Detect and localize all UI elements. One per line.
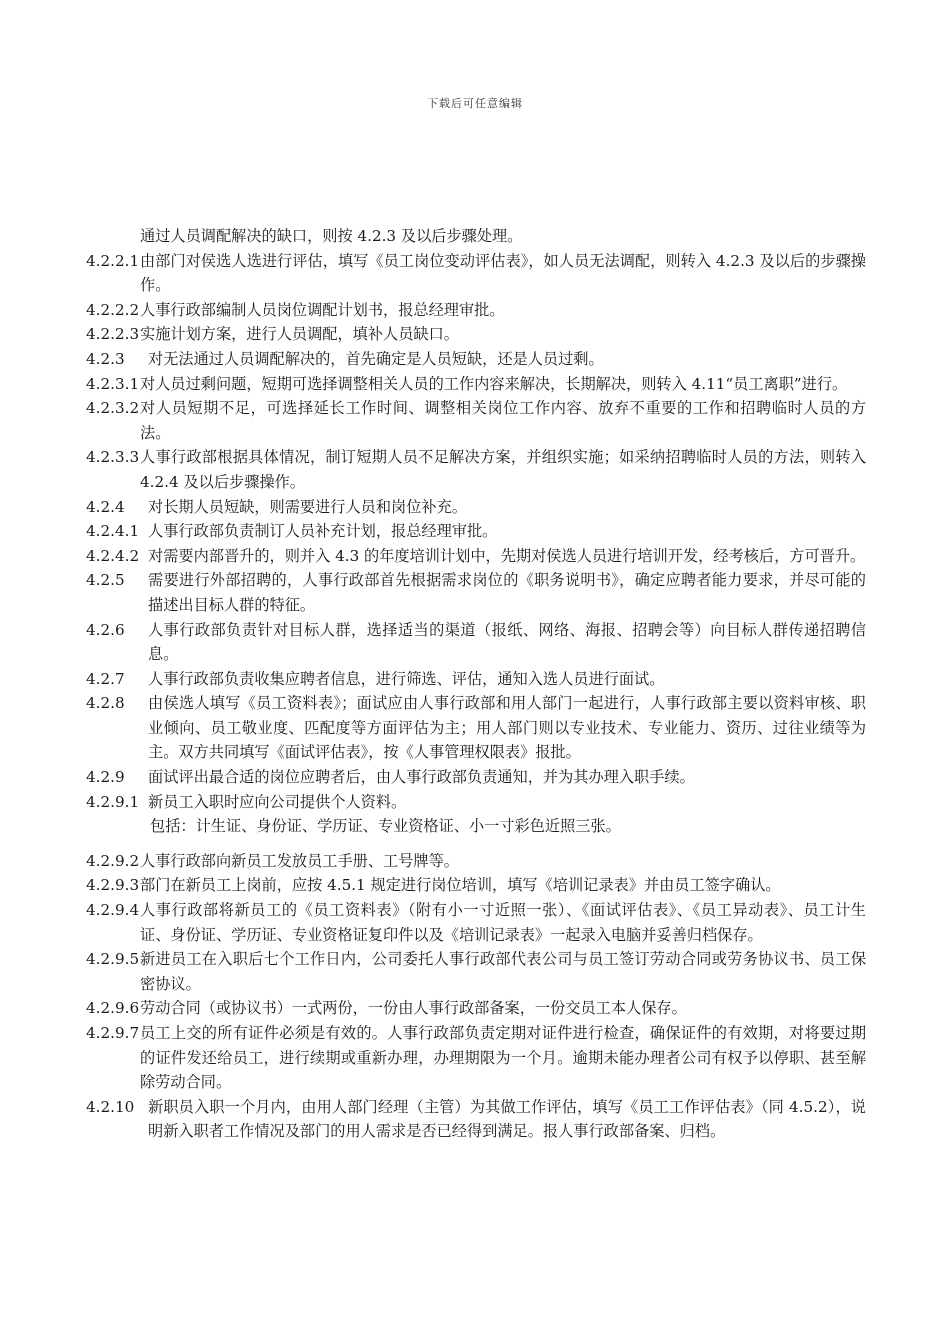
clause-number: 4.2.5 xyxy=(86,571,125,590)
clause-number: 4.2.7 xyxy=(86,669,125,688)
clause-number: 4.2.4 xyxy=(86,497,125,516)
clause-number: 4.2.6 xyxy=(86,620,125,639)
header-note: 下载后可任意编辑 xyxy=(427,97,523,110)
clause-number: 4.2.3.3 xyxy=(86,448,140,467)
paragraph-text: 人事行政部向新员工发放员工手册、工号牌等。 xyxy=(140,851,459,870)
paragraph-text: 需要进行外部招聘的，人事行政部首先根据需求岗位的《职务说明书》，确定应聘者能力要求，并尽可能的描述出目标人群的特征。 xyxy=(148,571,866,614)
paragraph-text: 新进员工在入职后七个工作日内，公司委托人事行政部代表公司与员工签订劳动合同或劳务协议书、员工保密协议。 xyxy=(140,950,866,993)
paragraph-4-2-2-1 xyxy=(86,249,866,298)
paragraph-text: 由侯选人填写《员工资料表》；面试应由人事行政部和用人部门一起进行，人事行政部主要以资料审核、职业倾向、员工敬业度、匹配度等方面评估为主；用人部门则以专业技术、专业能力、资历、过往业绩等为主。双方共同填写《面试评估表》，按《人事管理权限表》报批。 xyxy=(148,694,866,762)
paragraph-4-2-5 xyxy=(86,568,866,617)
paragraph-text: 面试评出最合适的岗位应聘者后，由人事行政部负责通知，并为其办理入职手续。 xyxy=(148,768,695,787)
paragraph-4-2-10 xyxy=(86,1095,866,1144)
paragraph-4-2-9-6 xyxy=(86,996,866,1021)
paragraph-text: 人事行政部负责针对目标人群，选择适当的渠道（报纸、网络、海报、招聘会等）向目标人群传递招聘信息。 xyxy=(148,620,866,664)
paragraph-text: 由部门对侯选人选进行评估，填写《员工岗位变动评估表》，如人员无法调配，则转入 4.2.3 及以后的步骤操作。 xyxy=(140,251,866,295)
paragraph-4-2-2-3 xyxy=(86,322,866,347)
paragraph-4-2-3-3 xyxy=(86,445,866,494)
paragraph-4-2-9-2 xyxy=(86,849,866,874)
clause-number: 4.2.8 xyxy=(86,694,125,713)
paragraph-text: 劳动合同（或协议书）一式两份，一份由人事行政部备案，一份交员工本人保存。 xyxy=(140,999,687,1018)
spacer xyxy=(86,839,866,849)
paragraph-4-2-9-3 xyxy=(86,873,866,898)
paragraph-continuation xyxy=(86,224,866,249)
paragraph-continuation xyxy=(86,814,866,839)
paragraph-text: 新员工入职时应向公司提供个人资料。 xyxy=(148,792,407,811)
paragraph-4-2-3-2 xyxy=(86,396,866,445)
paragraph-4-2-9-7 xyxy=(86,1021,866,1095)
paragraph-4-2-4-1 xyxy=(86,519,866,544)
paragraph-text: 新职员入职一个月内，由用人部门经理（主管）为其做工作评估，填写《员工工作评估表》（同 4.5.2），说明新入职者工作情况及部门的用人需求是否已经得到满足。报人事行政部备案、归档。 xyxy=(148,1097,866,1141)
paragraph-text: 对无法通过人员调配解决的，首先确定是人员短缺，还是人员过剩。 xyxy=(148,349,604,368)
clause-number: 4.2.3.2 xyxy=(86,399,140,418)
clause-number: 4.2.2.3 xyxy=(86,325,140,344)
clause-number: 4.2.9.2 xyxy=(86,851,140,870)
paragraph-text: 对人员过剩问题，短期可选择调整相关人员的工作内容来解决，长期解决，则转入 4.11“员工离职”进行。 xyxy=(140,374,848,393)
paragraph-4-2-2-2 xyxy=(86,298,866,323)
clause-number: 4.2.2.1 xyxy=(86,251,140,270)
paragraph-text: 人事行政部负责收集应聘者信息，进行筛选、评估，通知入选人员进行面试。 xyxy=(148,669,665,688)
clause-number: 4.2.9.3 xyxy=(86,876,140,895)
clause-number: 4.2.10 xyxy=(86,1097,135,1116)
paragraph-4-2-9 xyxy=(86,765,866,790)
paragraph-4-2-9-4 xyxy=(86,898,866,947)
clause-number: 4.2.2.2 xyxy=(86,300,140,319)
paragraph-text: 部门在新员工上岗前，应按 4.5.1 规定进行岗位培训，填写《培训记录表》并由员工签字确认。 xyxy=(140,876,781,895)
paragraph-4-2-9-5 xyxy=(86,947,866,996)
paragraph-4-2-7 xyxy=(86,667,866,692)
clause-number: 4.2.9.1 xyxy=(86,792,140,811)
paragraph-4-2-8 xyxy=(86,691,866,765)
paragraph-4-2-3 xyxy=(86,347,866,372)
clause-number: 4.2.9.6 xyxy=(86,999,140,1018)
paragraph-text: 通过人员调配解决的缺口，则按 4.2.3 及以后步骤处理。 xyxy=(140,227,523,245)
paragraph-text: 包括：计生证、身份证、学历证、专业资格证、小一寸彩色近照三张。 xyxy=(150,817,621,836)
paragraph-4-2-3-1 xyxy=(86,372,866,397)
clause-number: 4.2.9.4 xyxy=(86,901,140,920)
paragraph-4-2-4 xyxy=(86,495,866,520)
paragraph-text: 对人员短期不足，可选择延长工作时间、调整相关岗位工作内容、放弃不重要的工作和招聘临时人员的方法。 xyxy=(140,399,866,442)
clause-number: 4.2.3 xyxy=(86,349,125,368)
paragraph-text: 对长期人员短缺，则需要进行人员和岗位补充。 xyxy=(148,497,467,516)
clause-number: 4.2.4.2 xyxy=(86,546,140,565)
clause-number: 4.2.9 xyxy=(86,768,125,787)
clause-number: 4.2.9.5 xyxy=(86,950,140,969)
paragraph-text: 人事行政部负责制订人员补充计划，报总经理审批。 xyxy=(148,522,498,541)
paragraph-text: 人事行政部编制人员岗位调配计划书，报总经理审批。 xyxy=(140,300,505,319)
paragraph-4-2-4-2 xyxy=(86,544,866,569)
clause-number: 4.2.4.1 xyxy=(86,522,140,541)
paragraph-text: 对需要内部晋升的，则并入 4.3 的年度培训计划中，先期对侯选人员进行培训开发，经考核后，方可晋升。 xyxy=(148,546,866,565)
paragraph-text: 人事行政部将新员工的《员工资料表》（附有小一寸近照一张）、《面试评估表》、《员工异动表》、员工计生证、身份证、学历证、专业资格证复印件以及《培训记录表》一起录入电脑并妥善归档保存。 xyxy=(140,901,866,944)
clause-number: 4.2.9.7 xyxy=(86,1024,140,1042)
paragraph-text: 实施计划方案，进行人员调配，填补人员缺口。 xyxy=(140,325,459,344)
paragraph-4-2-9-1 xyxy=(86,790,866,815)
paragraph-4-2-6 xyxy=(86,618,866,667)
paragraph-text: 员工上交的所有证件必须是有效的。人事行政部负责定期对证件进行检查，确保证件的有效期，对将要过期的证件发还给员工，进行续期或重新办理，办理期限为一个月。逾期未能办理者公司有权予以停职、甚至解除劳动合同。 xyxy=(140,1024,866,1092)
paragraph-text: 人事行政部根据具体情况，制订短期人员不足解决方案，并组织实施；如采纳招聘临时人员的方法，则转入 4.2.4 及以后步骤操作。 xyxy=(140,448,866,491)
document-body xyxy=(86,224,866,1144)
clause-number: 4.2.3.1 xyxy=(86,374,140,393)
